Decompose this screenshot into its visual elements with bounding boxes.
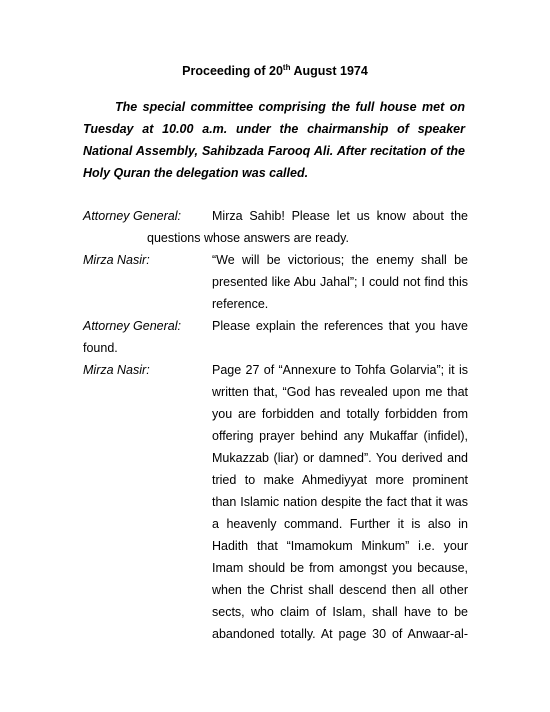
dialogue-line: sects, who claim of Islam, shall have to be [212,605,468,619]
dialogue-line: written that, “God has revealed upon me that [212,385,468,399]
dialogue-line: tried to make Ahmediyyat more prominent [212,473,468,487]
dialogue-line: Please explain the references that you have [212,319,468,333]
dialogue-line: reference. [212,297,269,311]
speaker-label: Attorney General: [83,209,181,223]
dialogue-line: than Islamic nation despite the fact that it was [212,495,468,509]
title-rest: August 1974 [290,64,368,78]
dialogue-line: “We will be victorious; the enemy shall be [212,253,468,267]
dialogue-line: Mirza Sahib! Please let us know about the [212,209,468,223]
dialogue-line: offering prayer behind any Mukaffar (infidel), [212,429,468,443]
speaker-label: Mirza Nasir: [83,253,150,267]
intro-line-2: Tuesday at 10.00 a.m. under the chairmanship of speaker [83,122,465,136]
speaker-label: Attorney General: [83,319,181,333]
dialogue-line: abandoned totally. At page 30 of Anwaar-al- [212,627,468,641]
dialogue-line: a heavenly command. Further it is also in [212,517,468,531]
dialogue-line: questions whose answers are ready. [147,231,349,245]
title-main: Proceeding of 20 [182,64,283,78]
dialogue-line: presented like Abu Jahal”; I could not find this [212,275,468,289]
page-title [0,64,550,78]
dialogue-line: you are forbidden and totally forbidden from [212,407,468,421]
title-superscript: th [282,62,291,72]
dialogue-line: Imam should be from amongst you because, [212,561,468,575]
intro-line-3: National Assembly, Sahibzada Farooq Ali. After recitation of the [83,144,465,158]
speaker-label: Mirza Nasir: [83,363,150,377]
dialogue-line: found. [83,341,118,355]
dialogue-line: when the Christ shall descend then all other [212,583,468,597]
intro-line-1: The special committee comprising the full house met on [115,100,465,114]
intro-line-4: Holy Quran the delegation was called. [83,166,309,180]
dialogue-line: Mukazzab (liar) or damned”. You derived and [212,451,468,465]
dialogue-line: Page 27 of “Annexure to Tohfa Golarvia”; it is [212,363,468,377]
dialogue-line: Hadith that “Imamokum Minkum” i.e. your [212,539,468,553]
